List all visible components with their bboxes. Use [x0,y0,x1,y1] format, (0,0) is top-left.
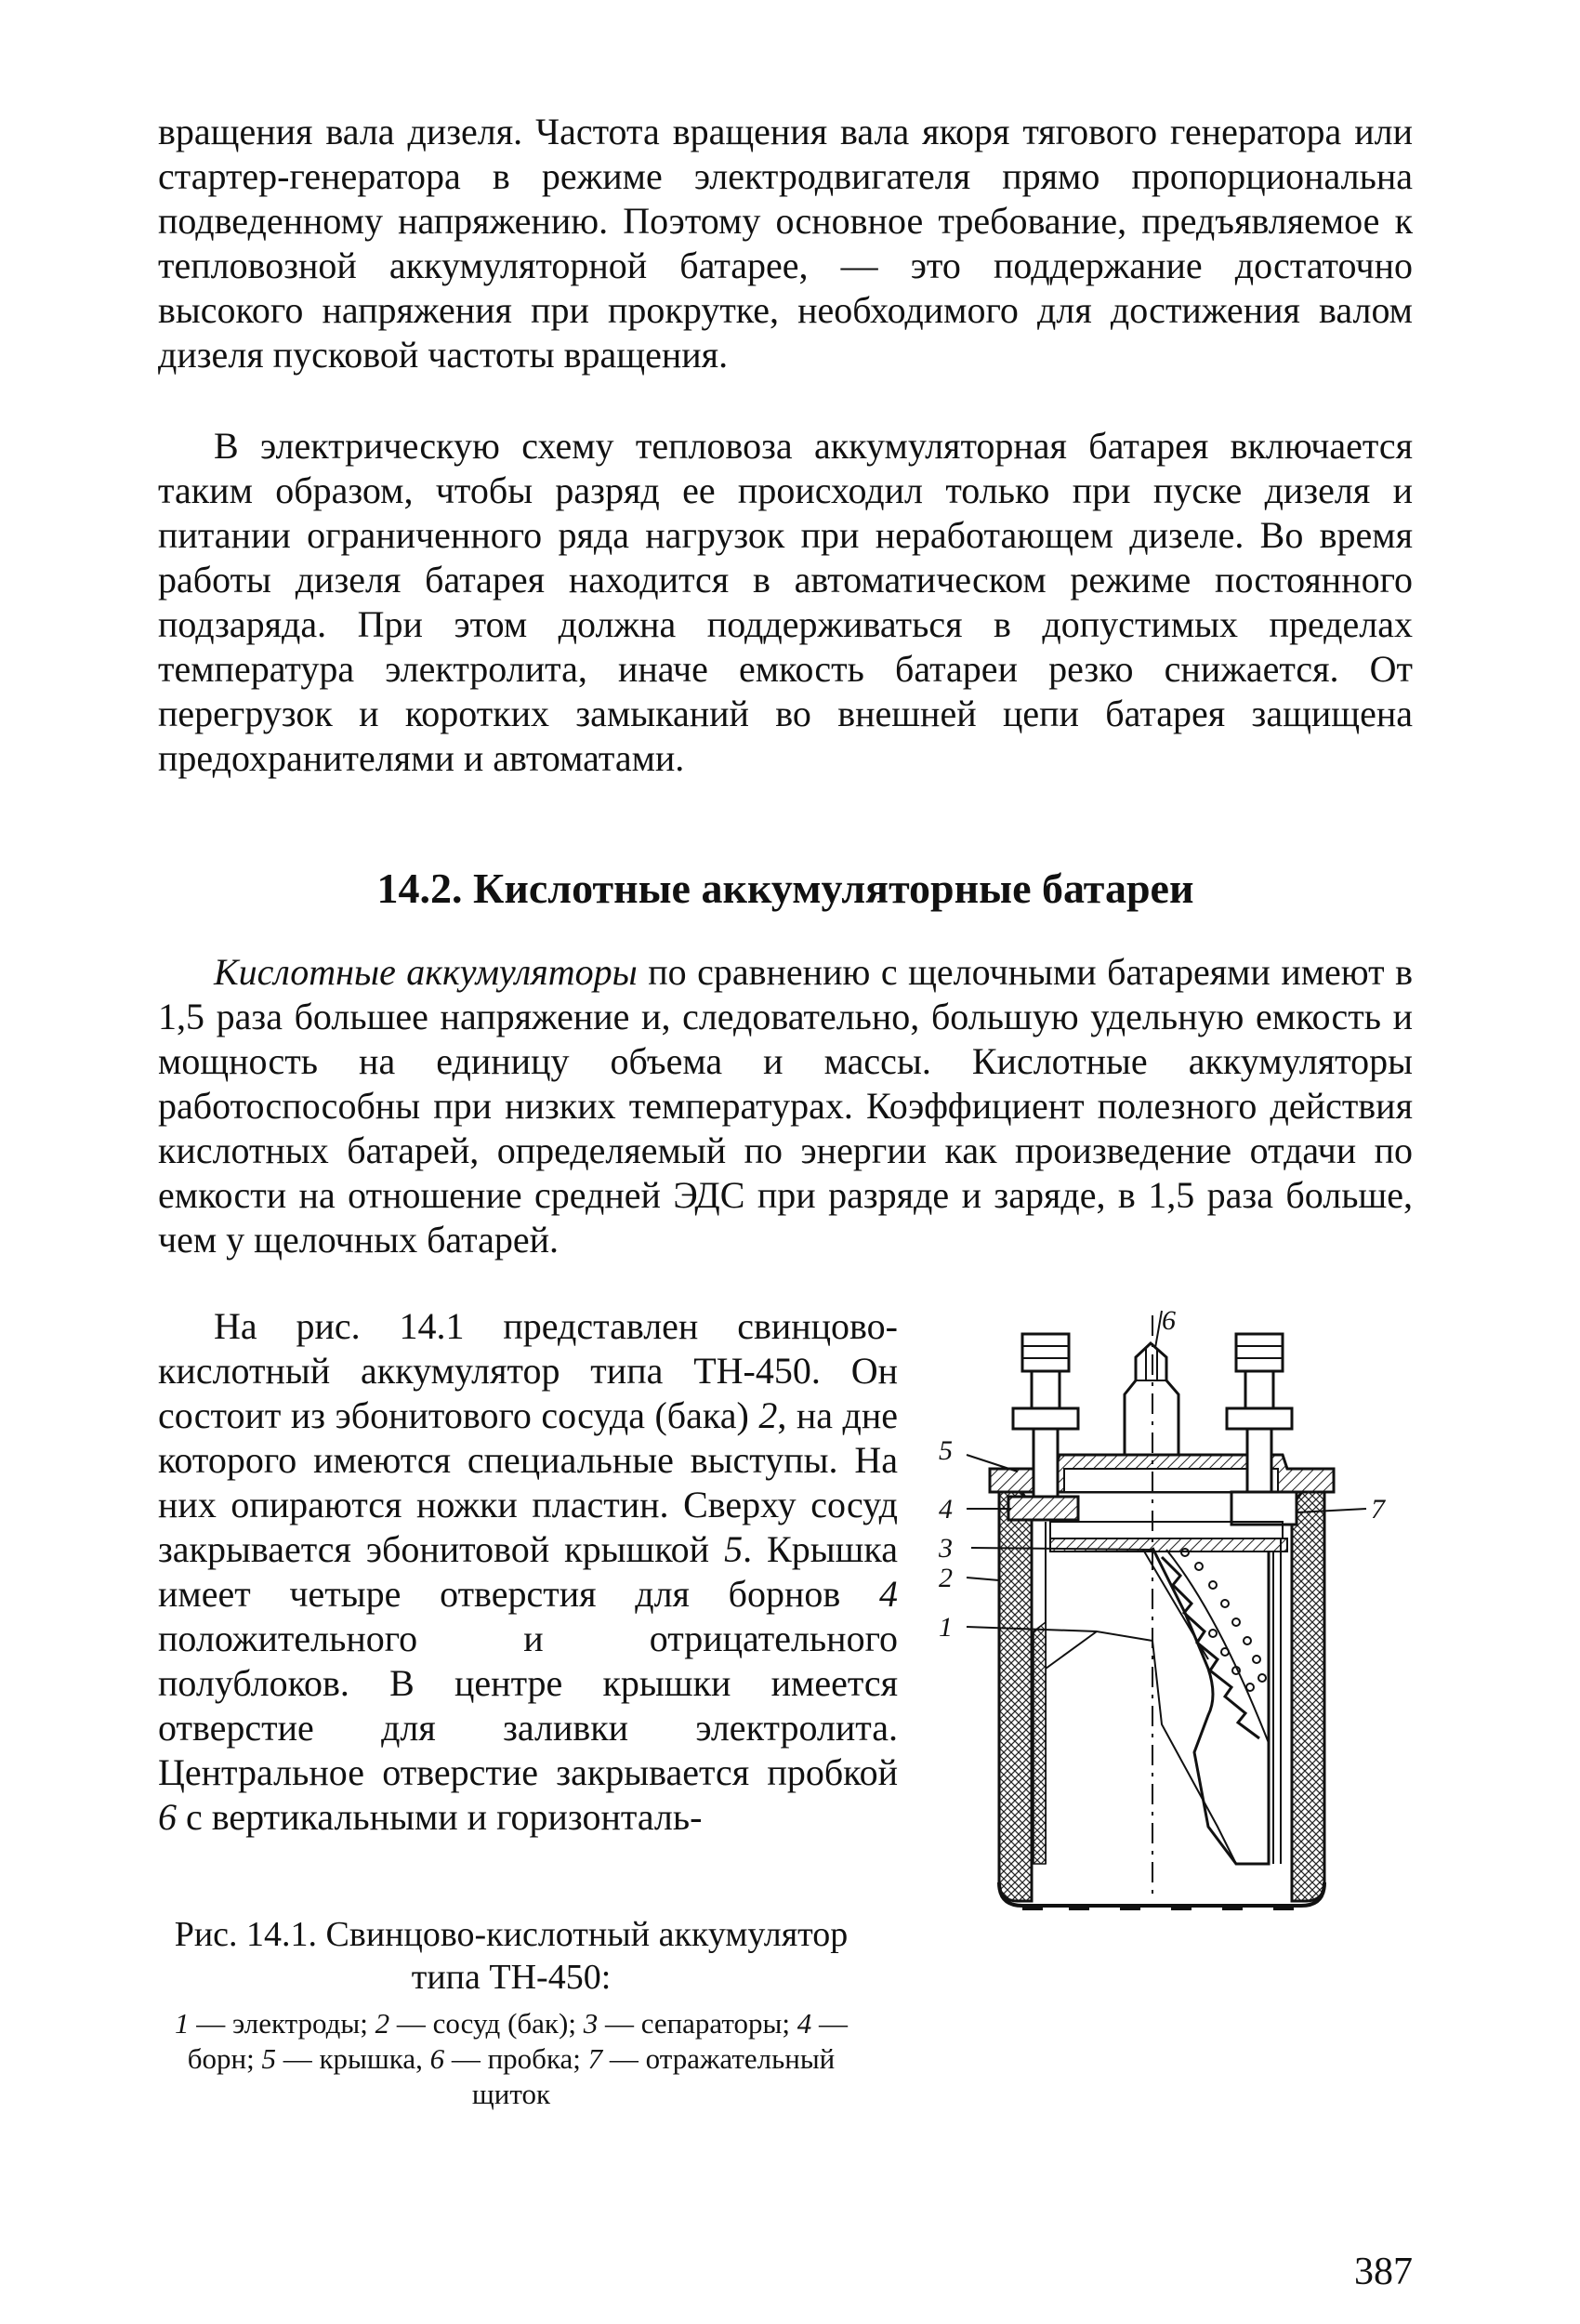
label-5: 5 [939,1435,953,1466]
paragraph-3-text: по сравнению с щелочными батареями имеют в 1,5 раза большее напряжение и, следовательно, большую удельную емкость и мощность на единицу объема и массы. Кислотные аккумуляторы работоспособны при низких температурах. Коэффициент полезного действия кислотных батарей, определяемый по энергии как произведение отдачи по емкости на отношение средней ЭДС при разряде и заряде, в 1,5 раза больше, чем у щелочных батарей. [158,951,1414,1261]
p4-text-b: , на дне которого имеются специальные выступы. На них опираются ножки пластин. Сверху сосуд закрывается эбонитовой крышкой [158,1394,899,1570]
cross-hatch-strip [1034,1622,1046,1864]
section-heading: 14.2. Кислотные аккумуляторные батареи [376,865,1194,912]
paragraph-3 [158,950,1413,1262]
caption-title: Рис. 14.1. Свинцово-кислотный аккумулятор типа ТН-450: [174,1915,849,1997]
electrode-outline [1143,1550,1269,1743]
p4-text-d: положительного и отрицательного полублоков. В центре крышки имеется отверстие для заливки электролита. Центральное отверстие закрывается пробкой [158,1618,898,1793]
label-4: 4 [939,1494,953,1525]
vessel-wall-left [999,1483,1032,1901]
p4-ref-4: 4 [879,1573,898,1615]
label-7: 7 [1371,1494,1385,1525]
vessel-wall-right [1292,1483,1324,1901]
paragraph-1: вращения вала дизеля. Частота вращения вала якоря тягового генератора или стартер-генератора в режиме электродвигателя прямо пропорциональна подведенному напряжению. Поэтому основное требование, предъявляемое к тепловозной аккумуляторной батарее, — это поддержание достаточно высокого напряжения при прокрутке, необходимого для достижения валом дизеля пусковой частоты вращения. [158,111,1413,376]
italic-term: Кислотные аккумуляторы [214,951,638,993]
separator-dots [1181,1549,1266,1691]
paragraph-4 [158,1304,898,1840]
figure-caption [158,1913,864,2112]
vessel-bottom [999,1882,1324,1906]
page-number: 387 [1354,2251,1413,2293]
caption-legend: 1 — электроды; 2 — сосуд (бак); 3 — сепараторы; 4 — борн; 5 — крышка, 6 — пробка; 7 — отражательный щиток [175,2007,848,2110]
paragraph-2: В электрическую схему тепловоза аккумуляторная батарея включается таким образом, чтобы разряд ее происходил только при пуске дизеля и питании ограниченного ряда нагрузок при неработающем дизеле. Во время работы дизеля батарея находится в автоматическом режиме постоянного подзаряда. При этом должна поддерживаться в допустимых пределах температура электролита, иначе емкость батареи резко снижается. От перегрузок и коротких замыканий во внешней цепи батарея защищена предохранителями и автоматами. [158,425,1413,779]
p4-ref-6: 6 [158,1796,177,1838]
terminal-right [1227,1334,1297,1525]
label-1: 1 [939,1612,953,1643]
battery-diagram [929,1306,1413,1910]
label-6: 6 [1162,1306,1176,1336]
p4-text-c: . Крышка имеет четыре отверстия для борнов [158,1528,898,1615]
label-2: 2 [939,1563,953,1593]
p4-ref-5: 5 [724,1528,744,1570]
p4-text-a: На рис. 14.1 представлен свинцово-кислотный аккумулятор типа ТН-450. Он состоит из эбонитового сосуда (бака) [158,1305,898,1436]
label-3: 3 [939,1533,953,1564]
p4-ref-2: 2 [758,1394,778,1436]
p4-text-e: с вертикальными и горизонталь- [177,1796,703,1838]
